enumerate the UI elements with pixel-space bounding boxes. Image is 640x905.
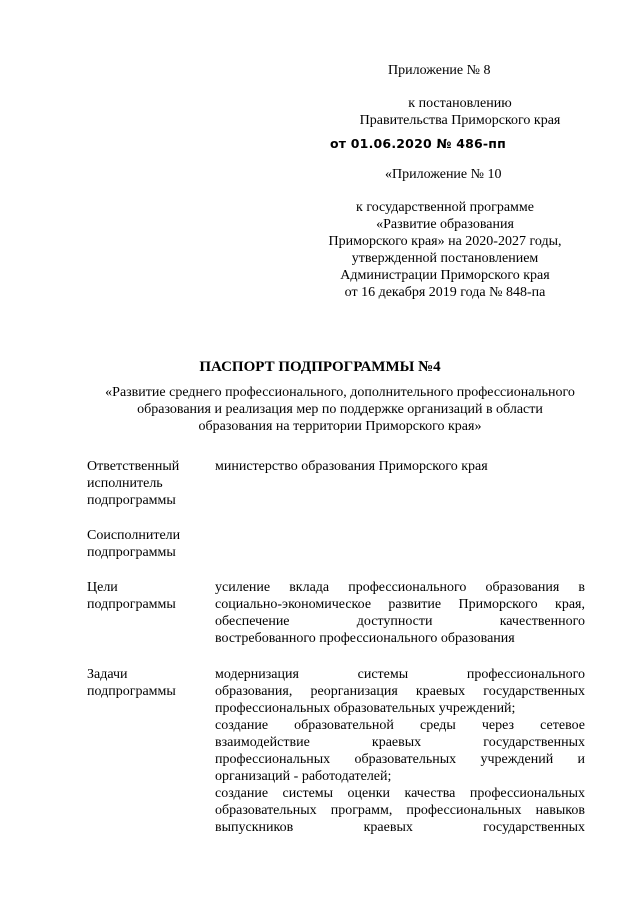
label-co-executors: Соисполнители подпрограммы xyxy=(87,528,181,560)
appendix-number: Приложение № 8 xyxy=(388,63,491,78)
subprogram-name xyxy=(70,384,610,435)
program-line: к государственной программе xyxy=(356,200,534,215)
quote-appendix-number: «Приложение № 10 xyxy=(385,167,502,182)
label-tasks: Задачи подпрограммы xyxy=(87,667,176,699)
value-responsible-executor: министерство образования Приморского края xyxy=(215,459,488,474)
document-title: ПАСПОРТ ПОДПРОГРАММЫ №4 xyxy=(199,359,441,375)
label-goals: Цели подпрограммы xyxy=(87,580,176,612)
subprogram-name-line: «Развитие среднего профессионального, дополнительного профессионального xyxy=(105,385,575,400)
registration-stamp: от 01.06.2020 № 486-пп xyxy=(330,136,506,151)
program-line: Администрации Приморского края xyxy=(340,268,550,283)
program-line: «Развитие образования xyxy=(376,217,514,232)
program-reference xyxy=(295,199,595,301)
subprogram-name-line: образования на территории Приморского края» xyxy=(198,419,482,434)
resolution-line: Правительства Приморского края xyxy=(359,113,561,128)
value-tasks: модернизация системы профессионального образования, реорганизация краевых государственных профессиональных образовательных учреждений; создание образовательной среды через сетевое взаимодействие краевых государственных профессиональных образовательных учреждений и организаций - работодателей; создание системы оценки качества профессиональных образовательных программ, профессиональных навыков выпускников краевых государственных xyxy=(215,667,585,835)
resolution-reference xyxy=(310,95,610,129)
program-line: утвержденной постановлением xyxy=(351,251,539,266)
value-goals: усиление вклада профессионального образования в социально-экономическое развитие Приморского края, обеспечение доступности качественного востребованного профессионального образования xyxy=(215,580,585,646)
program-line: от 16 декабря 2019 года № 848-па xyxy=(344,285,546,300)
resolution-line: к постановлению xyxy=(408,96,512,111)
label-responsible-executor: Ответственный исполнитель подпрограммы xyxy=(87,459,180,508)
program-line: Приморского края» на 2020-2027 годы, xyxy=(328,234,562,249)
subprogram-name-line: образования и реализация мер по поддержке организаций в области xyxy=(137,402,543,417)
